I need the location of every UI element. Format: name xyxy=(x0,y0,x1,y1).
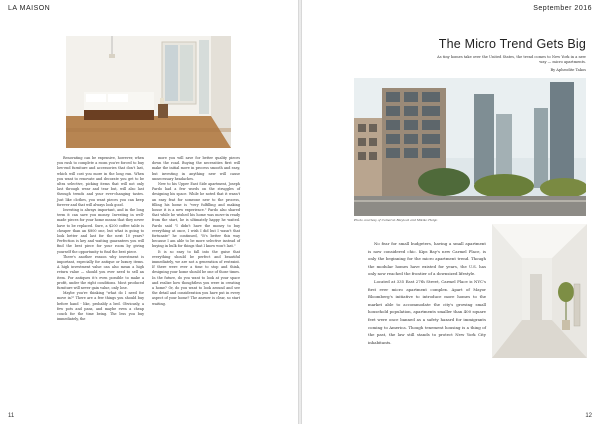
running-head-left: LA MAISON xyxy=(8,5,51,12)
right-page xyxy=(302,0,600,424)
left-page xyxy=(0,0,298,424)
paragraph: Investing is always important, and in the long term it can save you money. Investing in well-made pieces for your home means that they never have to be replaced. Sure, a $200 coffee table is cheaper than an $800 one, but what is going to look better and last for the next 10 years? Perfection is key and waiting guarantees you will find the best piece for your room by giving yourself the opportunity to find the best piece. xyxy=(57,208,144,254)
right-column-1 xyxy=(368,240,486,346)
paragraph: New to his Upper East Side apartment, Joseph Pardo had a few words on the struggles of designing his space. While he noted that it wasn't an easy feat for someone new to the process, filling his home is "very fulfilling and making house it is a new experience." Pardo also shared that while he wished his home was move-in ready from the start, he is ultimately happy he waited. Pardo said "I didn't have the money to buy everything at once, I wish I did but I wasn't that fortunate" he continued, "It's better this way because I am able to be more selective instead of buying in bulk for things that I know won't last." xyxy=(152,182,240,249)
paragraph: Located at 335 East 27th Street, Carmel Place is NYC's first ever micro apartment complex. Apart of Mayor Bloomberg's initiative to introduce more homes to the market able to accommodate the city's growing small household population, apartments smaller than 400 square feet were once banned as a safety hazard for immigrants coming to America. Though tenement housing is a thing of the past, the law still stands to protect New York City inhabitants. xyxy=(368,278,486,345)
left-column-1 xyxy=(57,156,144,323)
bedroom-photo xyxy=(66,36,231,148)
byline: By Aphrodite Takos xyxy=(550,68,586,72)
running-head-right: September 2016 xyxy=(533,5,592,12)
paragraph: No fear for small budgeters, having a small apartment is now considered chic. Kips Bay's new Carmel Place, is only the beginning for the micro apartment trend. Though the modular homes have existed for years, the U.S. has only now reached the frontier of a downsized lifestyle. xyxy=(368,241,486,277)
folio-right: 12 xyxy=(585,413,592,419)
paragraph: Renovating can be expensive, however, when you rush to complete a room you're forced to buy low-end furniture and accessories that don't last, which will cost you more in the long run. When you want to renovate and decorate you get to be ultra selective, picking items that will not only last through wear and tear but, will also last through trends and your ever-changing tastes. Just like clothes, you want pieces you can keep forever and that will always look good. xyxy=(57,156,144,207)
paragraph: It is so easy to fall into the guise that everything should be perfect and beautiful immediately, we are not a generation of restraint. If there were ever a time to stop and think, designing your home should be one of those times. In the future, do you want to look at your space and realize how thoughtless you were in creating a home? Or, do you want to look around and see the detail and consideration you have put in every aspect of your home? The answer is clear, so start waiting. xyxy=(152,249,240,306)
building-photo xyxy=(354,78,586,216)
hallway-photo xyxy=(492,224,587,358)
paragraph: There's another reason why investment is important, especially for antique or luxury items. A high investment value can also mean a high return value — should you ever need to sell an item. For antiques it's even possible to make a profit, under the right conditions. Most produced furniture will never gain value, only lose. xyxy=(57,254,144,291)
article-deck: As tiny homes take over the United States, the trend comes to New York in a new way — micro apartments. xyxy=(437,55,586,64)
left-column-2 xyxy=(152,156,240,307)
paragraph: more you will save for better quality pieces down the road. Buying the necessities first will make the initial move in process smooth and easy, but investing in anything new will cause unnecessary headaches. xyxy=(152,156,240,181)
folio-left: 11 xyxy=(8,413,15,419)
paragraph: Maybe you're thinking "what do I need for move in?" There are a few things you should buy before hand - like, probably a bed. Obviously, a few pots and pans, and maybe even a cheap couch for the time being. The less you buy immediately, the xyxy=(57,291,144,322)
article-title: The Micro Trend Gets Big xyxy=(438,37,586,51)
photo-credit: Photo courtesy of Cameron Blaylock and Mikiko Hanjo xyxy=(354,218,438,222)
